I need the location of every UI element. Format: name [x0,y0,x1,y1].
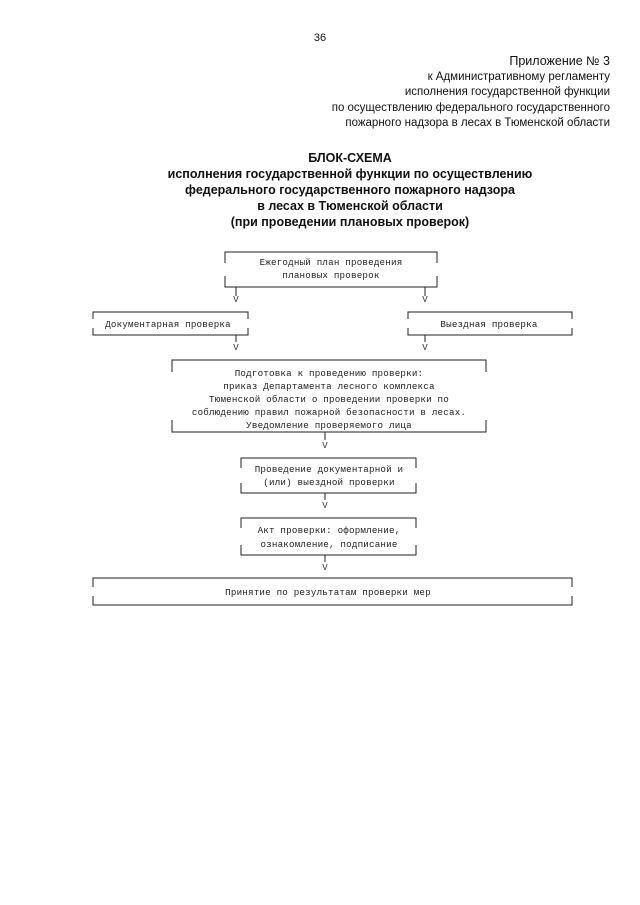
appendix-line: исполнения государственной функции [404,86,610,98]
scheme-title-line: федерального государственного пожарного надзора [185,183,515,197]
scheme-title-line: (при проведении плановых проверок) [230,215,470,229]
preparation-text: Тюменской области о проведении проверки по [209,394,449,405]
box-onsite-frame [408,312,572,319]
act-text: Акт проверки: оформление, [257,525,401,536]
arrow-down-icon: V [322,501,328,511]
box-documentary-frame [93,312,248,319]
preparation-text: соблюдению правил пожарной безопасности в лесах. [191,407,467,418]
page-number: 36 [313,32,327,44]
appendix-line: пожарного надзора в лесах в Тюменской области [345,117,610,129]
box-measures-frame [93,578,572,587]
conduct-text: Проведение документарной и [254,464,404,475]
preparation-text: приказ Департамента лесного комплекса [223,381,435,392]
scheme-title-line: БЛОК-СХЕМА [308,151,392,165]
arrow-down-icon: V [233,295,239,305]
measures-text: Принятие по результатам проверки мер [225,587,431,598]
arrow-down-icon: V [233,343,239,353]
scheme-title-line: исполнения государственной функции по осуществлению [167,167,533,181]
appendix-line: к Административному регламенту [427,70,610,83]
arrow-down-icon: V [322,441,328,451]
appendix-line: Приложение № 3 [509,54,610,68]
preparation-text: Уведомление проверяемого лица [246,420,412,431]
conduct-text: (или) выездной проверки [263,477,395,488]
appendix-line: по осуществлению федерального государственного [331,101,610,114]
arrow-down-icon: V [322,563,328,573]
annual-plan-text: Ежегодный план проведения [259,257,403,268]
onsite-check-text: Выездная проверка [440,319,538,330]
arrow-down-icon: V [422,343,428,353]
arrow-down-icon: V [422,295,428,305]
documentary-check-text: Документарная проверка [105,319,231,330]
preparation-text: Подготовка к проведению проверки: [234,368,424,379]
act-text: ознакомление, подписание [260,539,398,550]
annual-plan-text: плановых проверок [282,270,380,281]
scheme-title-line: в лесах в Тюменской области [257,199,443,213]
